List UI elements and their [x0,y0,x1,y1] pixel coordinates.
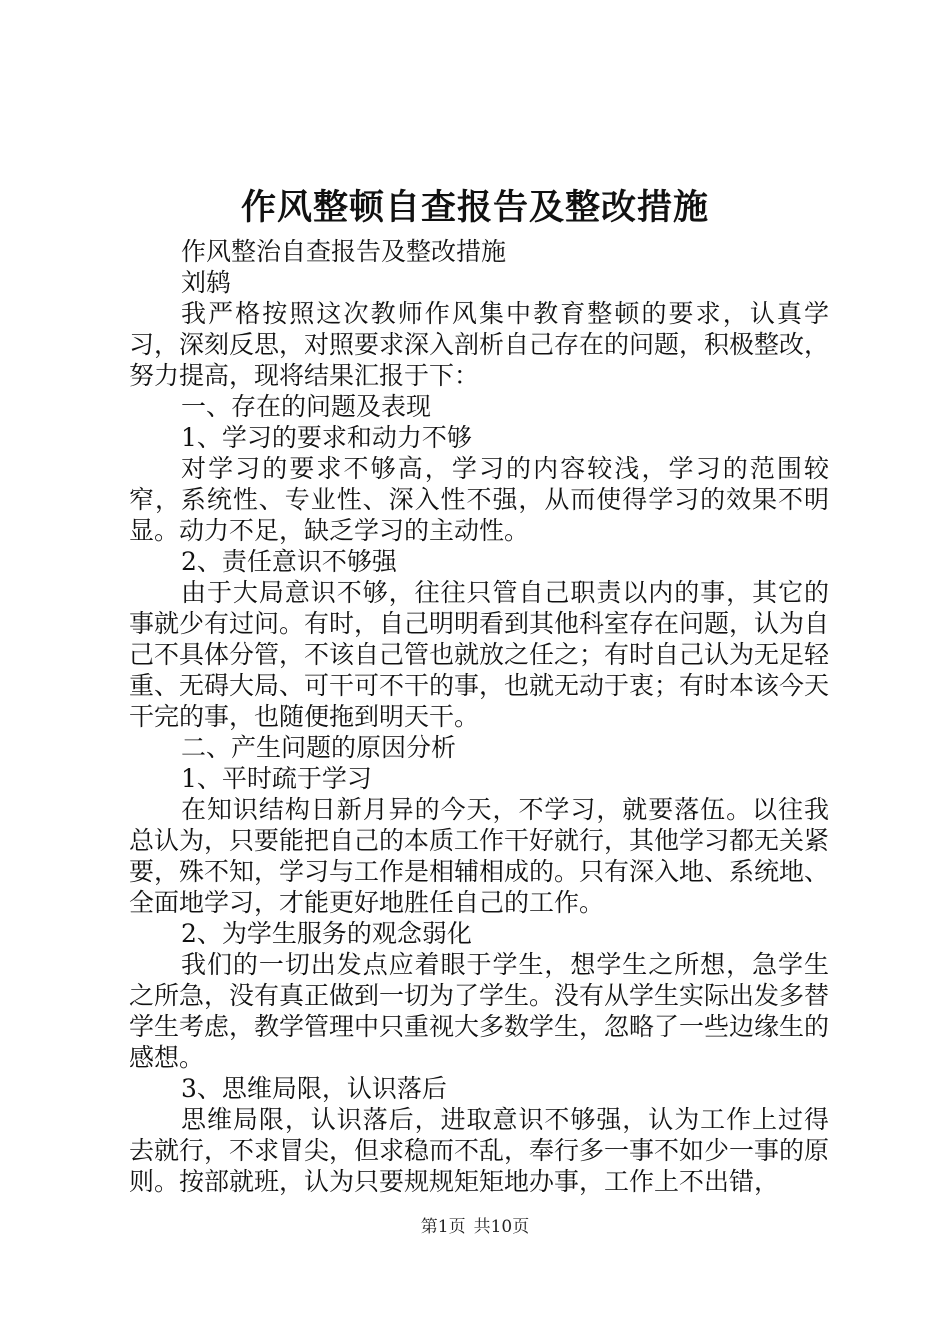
subsection-heading: 1、学习的要求和动力不够 [181,423,472,452]
body-paragraph: 在知识结构日新月异的今天，不学习，就要落伍。以往我总认为，只要能把自己的本质工作干好就行，其他学习都无关紧要，殊不知，学习与工作是相辅相成的。只有深入地、系统地、全面地学习，才能更好地胜任自己的工作。 [129,795,830,917]
author-paragraph: 刘鸫 [181,268,232,297]
document-title: 作风整顿自查报告及整改措施 [240,187,709,228]
body-paragraph: 思维局限，认识落后，进取意识不够强，认为工作上过得去就行，不求冒尖，但求稳而不乱，奉行多一事不如少一事的原则。按部就班，认为只要规规矩矩地办事，工作上不出错， [129,1105,830,1196]
subsection-heading: 2、责任意识不够强 [181,547,397,576]
document-body [129,236,829,1197]
body-paragraph: 我们的一切出发点应着眼于学生，想学生之所想，急学生之所急，没有真正做到一切为了学生。没有从学生实际出发多替学生考虑，教学管理中只重视大多数学生，忽略了一些边缘生的感想。 [129,950,830,1072]
page-footer [0,1216,950,1238]
section-heading: 二、产生问题的原因分析 [181,733,457,762]
subsection-heading: 3、思维局限，认识落后 [181,1074,447,1103]
body-paragraph: 由于大局意识不够，往往只管自己职责以内的事，其它的事就少有过问。有时，自己明明看到其他科室存在问题，认为自己不具体分管，不该自己管也就放之任之；有时自己认为无足轻重、无碍大局、可干可不干的事，也就无动于衷；有时本该今天干完的事，也随便拖到明天干。 [129,578,830,731]
subsection-heading: 2、为学生服务的观念弱化 [181,919,472,948]
subtitle-paragraph: 作风整治自查报告及整改措施 [181,237,507,266]
page-total: 共10页 [473,1217,530,1237]
body-paragraph: 对学习的要求不够高，学习的内容较浅，学习的范围较窄，系统性、专业性、深入性不强，从而使得学习的效果不明显。动力不足，缺乏学习的主动性。 [129,454,829,545]
page-number: 第1页 [420,1217,466,1237]
body-paragraph: 我严格按照这次教师作风集中教育整顿的要求，认真学习，深刻反思，对照要求深入剖析自己存在的问题，积极整改，努力提高，现将结果汇报于下： [129,299,830,390]
section-heading: 一、存在的问题及表现 [181,392,432,421]
subsection-heading: 1、平时疏于学习 [181,764,372,793]
